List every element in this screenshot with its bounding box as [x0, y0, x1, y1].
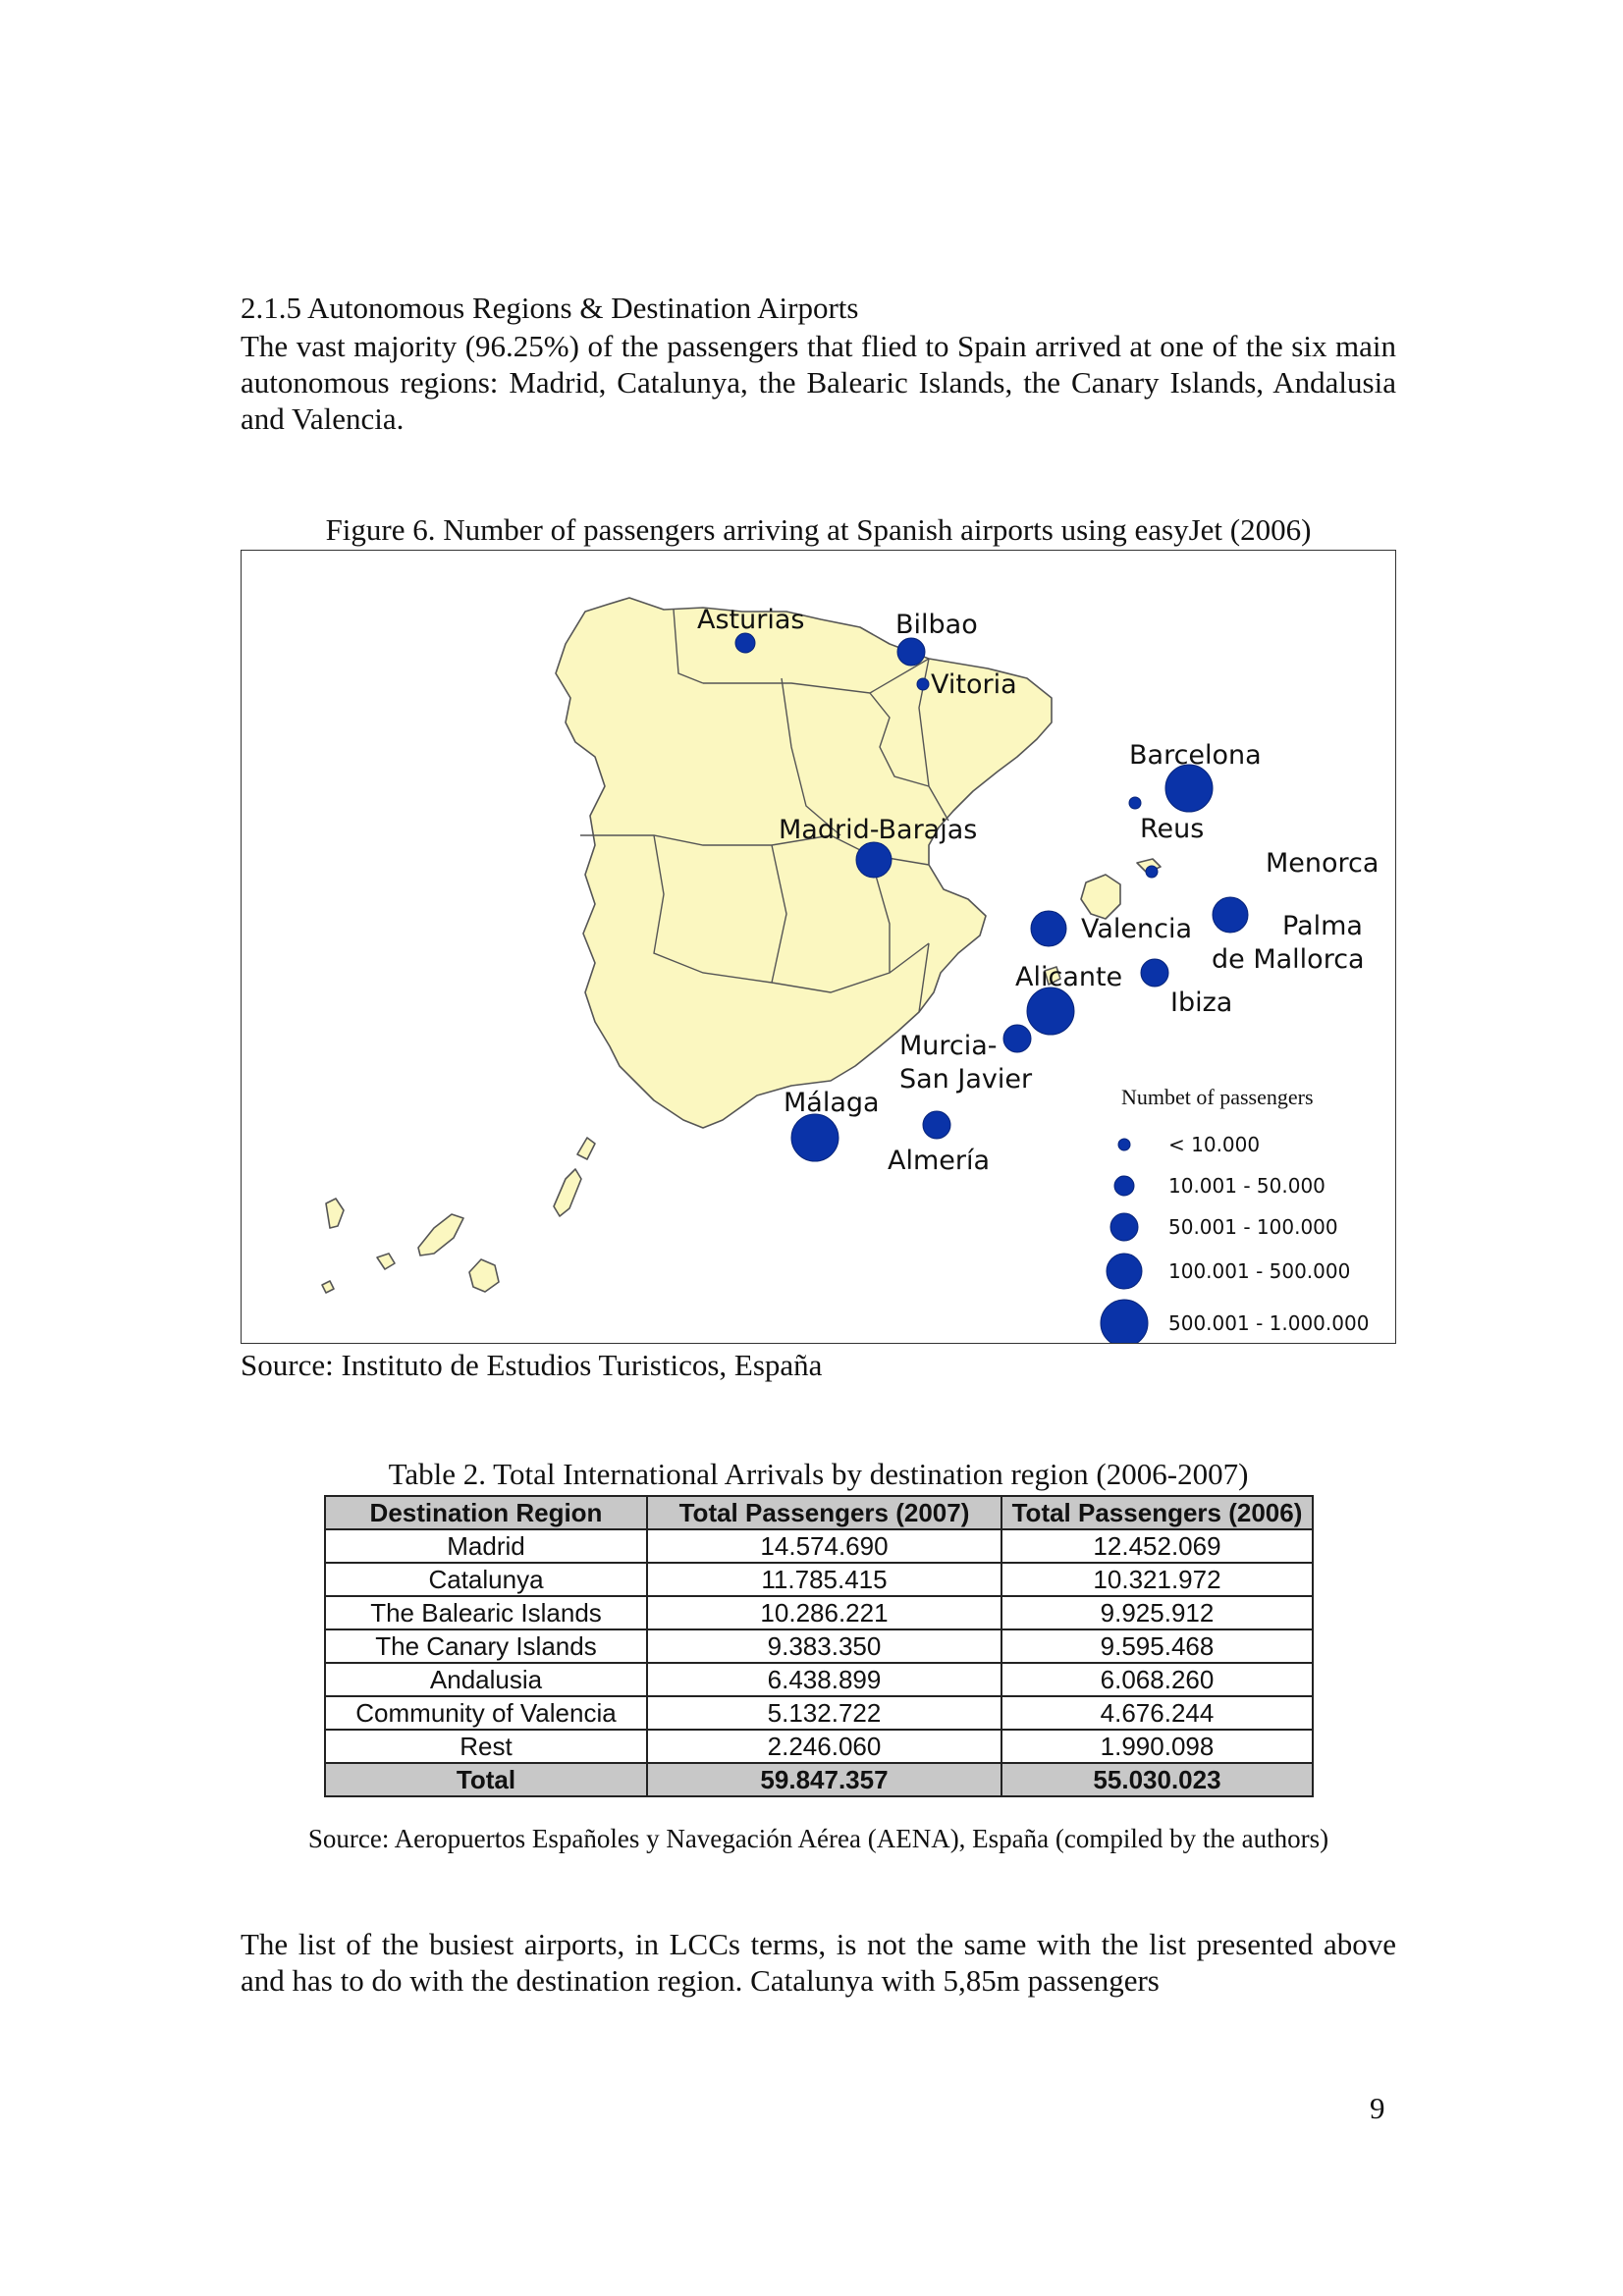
map-legend — [1101, 1085, 1369, 1344]
label-valencia: Valencia — [1081, 914, 1193, 944]
legend-marker-2 — [1114, 1176, 1134, 1196]
legend-item-2: 10.001 - 50.000 — [1168, 1174, 1325, 1198]
table-row — [325, 1563, 1313, 1596]
marker-almeria — [923, 1111, 950, 1139]
label-bilbao: Bilbao — [895, 610, 978, 640]
label-reus: Reus — [1140, 814, 1205, 844]
arrivals-table — [324, 1495, 1314, 1797]
table-header-row — [325, 1496, 1313, 1529]
canary-island-4 — [469, 1259, 499, 1292]
region-cell: The Canary Islands — [325, 1629, 647, 1663]
value-2007-cell: 14.574.690 — [647, 1529, 1001, 1563]
value-2006-cell: 9.595.468 — [1001, 1629, 1313, 1663]
marker-reus — [1129, 797, 1141, 809]
label-menorca: Menorca — [1266, 848, 1380, 879]
region-cell: Catalunya — [325, 1563, 647, 1596]
table-total-row — [325, 1763, 1313, 1796]
table-row — [325, 1529, 1313, 1563]
legend-item-4: 100.001 - 500.000 — [1168, 1259, 1351, 1283]
map-canvas — [242, 551, 1396, 1344]
region-cell: The Balearic Islands — [325, 1596, 647, 1629]
value-2007-cell: 9.383.350 — [647, 1629, 1001, 1663]
intro-paragraph: The vast majority (96.25%) of the passengers that flied to Spain arrived at one of the six main autonomous regions: Madrid, Catalunya, the Balearic Islands, the Canary Islands, Andalusia and Valencia. — [241, 329, 1396, 436]
marker-ibiza — [1141, 959, 1168, 987]
marker-valencia — [1031, 911, 1066, 946]
legend-marker-4 — [1107, 1254, 1142, 1289]
value-2006-cell: 10.321.972 — [1001, 1563, 1313, 1596]
region-cell: Community of Valencia — [325, 1696, 647, 1730]
value-2007-cell: 6.438.899 — [647, 1663, 1001, 1696]
value-2006-cell: 4.676.244 — [1001, 1696, 1313, 1730]
label-asturias: Asturias — [697, 605, 805, 635]
value-2007-cell: 2.246.060 — [647, 1730, 1001, 1763]
label-madrid: Madrid-Barajas — [779, 815, 978, 845]
label-ibiza: Ibiza — [1170, 988, 1233, 1018]
map-land — [322, 598, 1161, 1293]
value-2006-cell: 6.068.260 — [1001, 1663, 1313, 1696]
table-source: Source: Aeropuertos Españoles y Navegación Aérea (AENA), España (compiled by the authors) — [307, 1824, 1329, 1853]
marker-bilbao — [897, 638, 925, 666]
marker-palma — [1213, 897, 1248, 933]
region-cell: Rest — [325, 1730, 647, 1763]
region-cell: Madrid — [325, 1529, 647, 1563]
column-header: Destination Region — [325, 1496, 647, 1529]
canary-island-5 — [322, 1281, 334, 1293]
canary-island-7 — [577, 1138, 595, 1159]
label-malaga: Málaga — [784, 1088, 880, 1118]
label-vitoria: Vitoria — [931, 669, 1017, 700]
table-row — [325, 1696, 1313, 1730]
mallorca-island — [1081, 875, 1120, 919]
canary-island-3 — [418, 1214, 463, 1255]
table-row — [325, 1596, 1313, 1629]
legend-marker-5 — [1101, 1300, 1148, 1344]
value-2006-cell: 1.990.098 — [1001, 1730, 1313, 1763]
label-alicante: Alicante — [1015, 962, 1123, 992]
label-murcia: Murcia- — [899, 1031, 998, 1061]
total-label-cell: Total — [325, 1763, 647, 1796]
marker-murcia — [1003, 1025, 1031, 1052]
marker-barcelona — [1165, 765, 1213, 812]
marker-alicante — [1027, 988, 1074, 1035]
table-row — [325, 1629, 1313, 1663]
figure-caption: Figure 6. Number of passengers arriving at Spanish airports using easyJet (2006) — [325, 512, 1312, 547]
page-number: 9 — [1370, 2091, 1385, 2125]
value-2006-cell: 12.452.069 — [1001, 1529, 1313, 1563]
total-2006-cell: 55.030.023 — [1001, 1763, 1313, 1796]
legend-item-3: 50.001 - 100.000 — [1168, 1215, 1338, 1239]
marker-malaga — [791, 1114, 839, 1161]
table-row — [325, 1730, 1313, 1763]
table-row — [325, 1663, 1313, 1696]
legend-item-1: < 10.000 — [1168, 1133, 1261, 1156]
label-palma-2: de Mallorca — [1212, 944, 1365, 975]
spain-airports-map — [241, 550, 1396, 1344]
legend-title: Numbet of passengers — [1121, 1085, 1314, 1109]
canary-island-6 — [554, 1169, 581, 1216]
canary-island-1 — [326, 1199, 344, 1228]
column-header: Total Passengers (2006) — [1001, 1496, 1313, 1529]
label-barcelona: Barcelona — [1129, 740, 1262, 771]
marker-vitoria — [917, 678, 929, 690]
total-2007-cell: 59.847.357 — [647, 1763, 1001, 1796]
region-cell: Andalusia — [325, 1663, 647, 1696]
legend-marker-1 — [1118, 1139, 1130, 1150]
value-2007-cell: 10.286.221 — [647, 1596, 1001, 1629]
value-2007-cell: 11.785.415 — [647, 1563, 1001, 1596]
legend-item-5: 500.001 - 1.000.000 — [1168, 1311, 1370, 1335]
figure-source: Source: Instituto de Estudios Turisticos, España — [241, 1348, 823, 1382]
canary-island-2 — [377, 1254, 395, 1269]
marker-menorca — [1146, 866, 1158, 878]
table-caption: Table 2. Total International Arrivals by destination region (2006-2007) — [388, 1457, 1249, 1491]
marker-madrid — [856, 842, 892, 878]
marker-asturias — [735, 633, 755, 653]
legend-marker-3 — [1110, 1213, 1138, 1241]
label-almeria: Almería — [888, 1146, 991, 1176]
label-palma: Palma — [1282, 911, 1363, 941]
column-header: Total Passengers (2007) — [647, 1496, 1001, 1529]
section-heading: 2.1.5 Autonomous Regions & Destination Airports — [241, 291, 859, 325]
label-murcia-2: San Javier — [899, 1064, 1033, 1095]
closing-paragraph: The list of the busiest airports, in LCCs terms, is not the same with the list presented above and has to do with the destination region. Catalunya with 5,85m passengers — [241, 1927, 1396, 1998]
value-2007-cell: 5.132.722 — [647, 1696, 1001, 1730]
value-2006-cell: 9.925.912 — [1001, 1596, 1313, 1629]
